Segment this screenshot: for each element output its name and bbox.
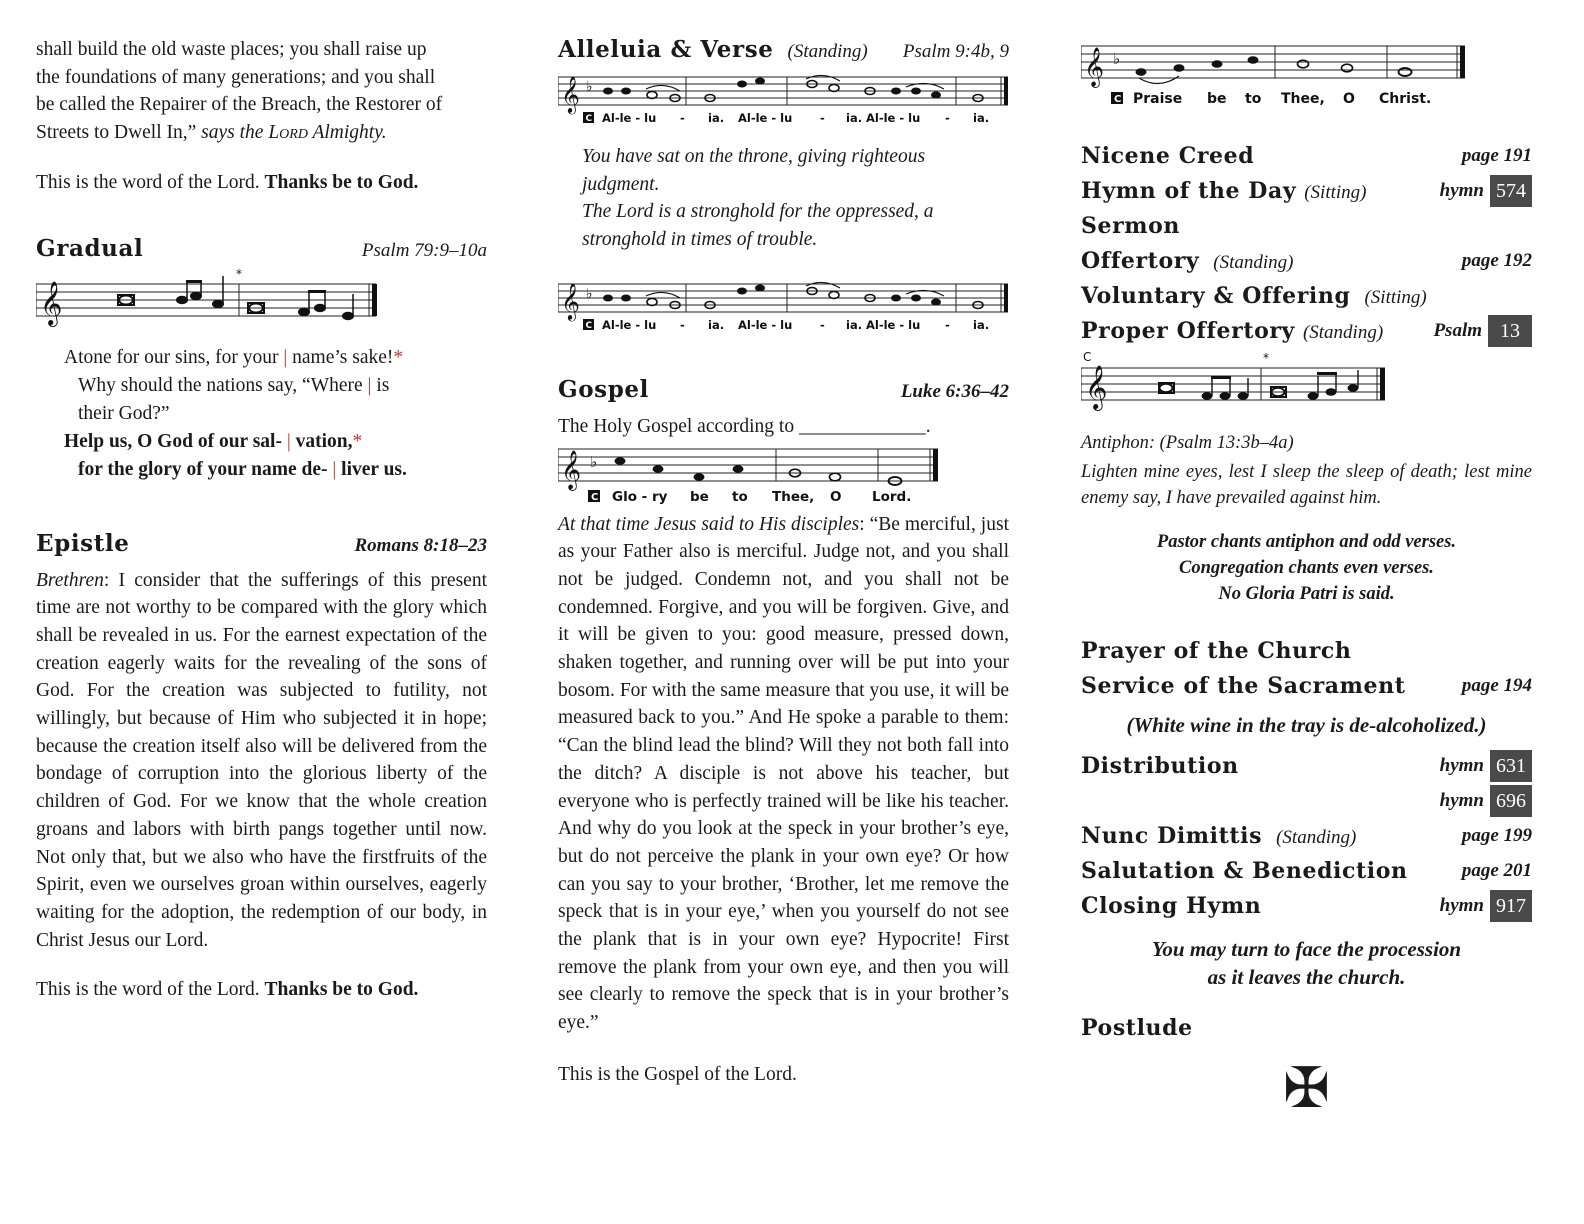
svg-text:𝄞: 𝄞 bbox=[561, 281, 580, 320]
psalm-line: Atone for our sins, for your | name’s sake!* bbox=[64, 346, 404, 368]
column-left bbox=[36, 36, 487, 1004]
lyric: Al-le - lu bbox=[602, 111, 657, 125]
svg-text:♭: ♭ bbox=[1113, 50, 1121, 68]
reading-line: shall build the old waste places; you shall raise up bbox=[36, 39, 427, 60]
svg-text:C: C bbox=[1083, 350, 1092, 364]
alleluia-chant-staff bbox=[558, 67, 1009, 129]
service-item: Salutation & Benediction page 201 bbox=[1081, 857, 1532, 884]
antiphon-text: Lighten mine eyes, lest I sleep the sleep of death; lest mine enemy say, I have prevailed against him. bbox=[1081, 462, 1532, 508]
service-item: Distribution hymn 631 bbox=[1081, 748, 1532, 783]
svg-text:C: C bbox=[585, 114, 593, 124]
section-ref: Psalm 9:4b, 9 bbox=[902, 41, 1009, 62]
svg-text:*: * bbox=[236, 266, 242, 281]
lyric: Al-le - lu bbox=[602, 317, 657, 332]
svg-text:𝄞: 𝄞 bbox=[1084, 47, 1105, 87]
svg-text:♭: ♭ bbox=[590, 452, 598, 471]
section-title: Gospel bbox=[558, 375, 649, 403]
lyric: Thee, bbox=[772, 488, 815, 505]
section-title: Gradual bbox=[36, 234, 144, 262]
svg-text:♭: ♭ bbox=[586, 79, 593, 95]
gospel-announcement: The Holy Gospel according to _____________. bbox=[558, 415, 931, 437]
lyric: - bbox=[945, 111, 950, 125]
lyric: ia. bbox=[973, 317, 990, 332]
svg-text:𝄞: 𝄞 bbox=[561, 75, 580, 113]
alleluia-chant-staff-repeat bbox=[558, 274, 1009, 336]
lyric: Al-le - lu bbox=[738, 317, 793, 332]
reading-line: be called the Repairer of the Breach, the Restorer of bbox=[36, 94, 443, 116]
svg-text:C: C bbox=[591, 491, 599, 503]
lyric: Al-le - lu bbox=[738, 111, 793, 125]
word-response: This is the word of the Lord. Thanks be to God. bbox=[36, 979, 419, 1001]
hymn-number-badge: 574 bbox=[1490, 175, 1532, 207]
lyric: Praise bbox=[1133, 91, 1183, 107]
wine-note: (White wine in the tray is de-alcoholized.) bbox=[1126, 713, 1487, 737]
psalm-line: Help us, O God of our sal- | vation,* bbox=[64, 430, 363, 452]
lyric: O bbox=[830, 488, 842, 505]
service-item: Proper Offertory (Standing) Psalm 13 bbox=[1081, 313, 1532, 348]
alleluia-heading bbox=[558, 36, 1009, 63]
antiphon-heading: Antiphon: (Psalm 13:3b–4a) bbox=[1081, 433, 1294, 453]
epistle-heading bbox=[36, 530, 487, 557]
lyric: Lord. bbox=[872, 488, 912, 505]
procession-note: You may turn to face the procession as it leaves the church. bbox=[1151, 937, 1462, 989]
service-item: Hymn of the Day (Sitting) hymn 574 bbox=[1081, 173, 1532, 208]
postlude-title: Postlude bbox=[1081, 1015, 1193, 1041]
service-item: Service of the Sacrament page 194 bbox=[1081, 672, 1532, 699]
svg-text:𝄞: 𝄞 bbox=[561, 449, 582, 490]
svg-text:𝄞: 𝄞 bbox=[40, 280, 63, 325]
lyric: ia. bbox=[846, 111, 863, 125]
word-response: This is the word of the Lord. Thanks be to God. bbox=[36, 171, 419, 193]
lyric: Thee, bbox=[1281, 91, 1325, 107]
gradual-heading bbox=[36, 235, 487, 262]
order-of-service-bottom bbox=[1081, 633, 1532, 923]
gospel-text: At that time Jesus said to His disciples: “Be merciful, just as your Father also is merciful. Judge not, and you shall not be judged. Condemn not, and you shall not be condemned. Forgive, and you will be forgiven. Give, and it will be given to you: good measure, pressed down, shaken together, and running over will be put into your bosom. For with the same measure that you use, it will be measured back to you.” And He spoke a parable to them: “Can the blind lead the blind? Will they not both fall into the ditch? A disciple is not above his teacher, but everyone who is perfectly trained will be like his teacher. And why do you look at the speck in your brother’s eye, but do not perceive the plank in your own eye? Or how can you say to your brother, ‘Brother, let me remove the speck that is in your eye,’ when you yourself do not see the plank that is in your own eye? Hypocrite! First remove the plank from your own eye, and then you will see clearly to remove the speck that is in your brother’s eye.” bbox=[558, 513, 1009, 1034]
svg-text:♭: ♭ bbox=[586, 285, 593, 302]
lyric: ia. bbox=[846, 317, 863, 332]
psalm-line: for the glory of your name de- | liver us. bbox=[78, 458, 407, 480]
gradual-psalm bbox=[36, 344, 487, 484]
section-ref: Romans 8:18–23 bbox=[354, 534, 487, 556]
lyric: Al-le - lu bbox=[866, 111, 921, 125]
cross-icon: ✠ bbox=[1283, 1056, 1330, 1121]
section-ref: Psalm 79:9–10a bbox=[361, 239, 487, 261]
posture: (Standing) bbox=[787, 41, 868, 62]
reading-line: Streets to Dwell In,” says the Lord Almighty. bbox=[36, 122, 387, 144]
lyric: - bbox=[820, 317, 825, 332]
psalm-line: Why should the nations say, “Where | is bbox=[78, 374, 390, 396]
lyric: to bbox=[1245, 91, 1262, 107]
gradual-chant-staff bbox=[36, 266, 386, 330]
lyric: - bbox=[820, 111, 825, 125]
chant-rubric: Pastor chants antiphon and odd verses. Congregation chants even verses. No Gloria Patri is said. bbox=[1156, 532, 1457, 604]
service-item: Offertory (Standing) page 192 bbox=[1081, 247, 1532, 274]
lyric: ia. bbox=[708, 317, 725, 332]
praise-chant-staff bbox=[1081, 36, 1471, 110]
hymn-number-badge: 917 bbox=[1490, 890, 1532, 922]
lyric: be bbox=[1207, 91, 1227, 107]
lyric: - bbox=[680, 317, 685, 332]
svg-text:*: * bbox=[1263, 351, 1269, 365]
lyric: Al-le - lu bbox=[866, 317, 921, 332]
gospel-heading bbox=[558, 376, 1009, 403]
service-item: Closing Hymn hymn 917 bbox=[1081, 888, 1532, 923]
lyric: ia. bbox=[708, 111, 725, 125]
section-title: Epistle bbox=[36, 529, 130, 557]
reading-line: the foundations of many generations; and you shall bbox=[36, 66, 436, 88]
section-ref: Luke 6:36–42 bbox=[900, 380, 1009, 402]
lyric: Christ. bbox=[1379, 91, 1432, 107]
epistle-text: Brethren: I consider that the sufferings of this present time are not worthy to be compared with the glory which shall be revealed in us. For the earnest expectation of the creation eagerly waits for the revealing of the sons of God. For the creation was subjected to futility, not willingly, but because of Him who subjected it in hope; because the creation itself also will be delivered from the bondage of corruption into the glorious liberty of the children of God. For we know that the whole creation groans and labors with birth pangs together until now. Not only that, but we also who have the firstfruits of the Spirit, even we ourselves groan within ourselves, eagerly waiting for the adoption, the redemption of our body, in Christ Jesus our Lord. bbox=[36, 569, 487, 951]
service-item: Voluntary & Offering (Sitting) bbox=[1081, 282, 1427, 309]
lyric: - bbox=[945, 317, 950, 332]
svg-text:C: C bbox=[585, 320, 593, 331]
reading-continuation bbox=[36, 36, 487, 147]
lyric: ia. bbox=[973, 111, 990, 125]
hymn-number-badge: 631 bbox=[1490, 750, 1532, 782]
service-item: Nunc Dimittis (Standing) page 199 bbox=[1081, 822, 1532, 849]
section-title: Alleluia & Verse bbox=[558, 36, 774, 63]
hymn-number-badge: 696 bbox=[1490, 785, 1532, 817]
svg-text:C: C bbox=[1114, 94, 1122, 105]
service-item: Nicene Creed page 191 bbox=[1081, 142, 1532, 169]
order-of-service-top bbox=[1081, 138, 1532, 348]
service-item: Sermon bbox=[1081, 212, 1181, 239]
service-item: hymn 696 bbox=[1081, 783, 1532, 818]
gospel-chant-staff bbox=[558, 441, 958, 507]
svg-text:𝄞: 𝄞 bbox=[1085, 365, 1108, 409]
lyric: - bbox=[680, 111, 685, 125]
alleluia-verse: You have sat on the throne, giving righteous judgment. The Lord is a stronghold for the oppressed, a stronghold in times of trouble. bbox=[582, 146, 934, 251]
lyric: O bbox=[1343, 91, 1355, 107]
psalm-line: their God?” bbox=[78, 402, 170, 424]
offertory-chant-staff bbox=[1081, 350, 1401, 414]
lyric: Glo - ry bbox=[612, 488, 668, 505]
column-right bbox=[1081, 36, 1532, 1121]
gospel-closing: This is the Gospel of the Lord. bbox=[558, 1063, 797, 1085]
lyric: be bbox=[690, 488, 709, 505]
column-middle bbox=[558, 36, 1009, 1089]
lyric: to bbox=[732, 488, 748, 505]
psalm-number-badge: 13 bbox=[1488, 315, 1532, 347]
service-item: Prayer of the Church bbox=[1081, 637, 1352, 664]
